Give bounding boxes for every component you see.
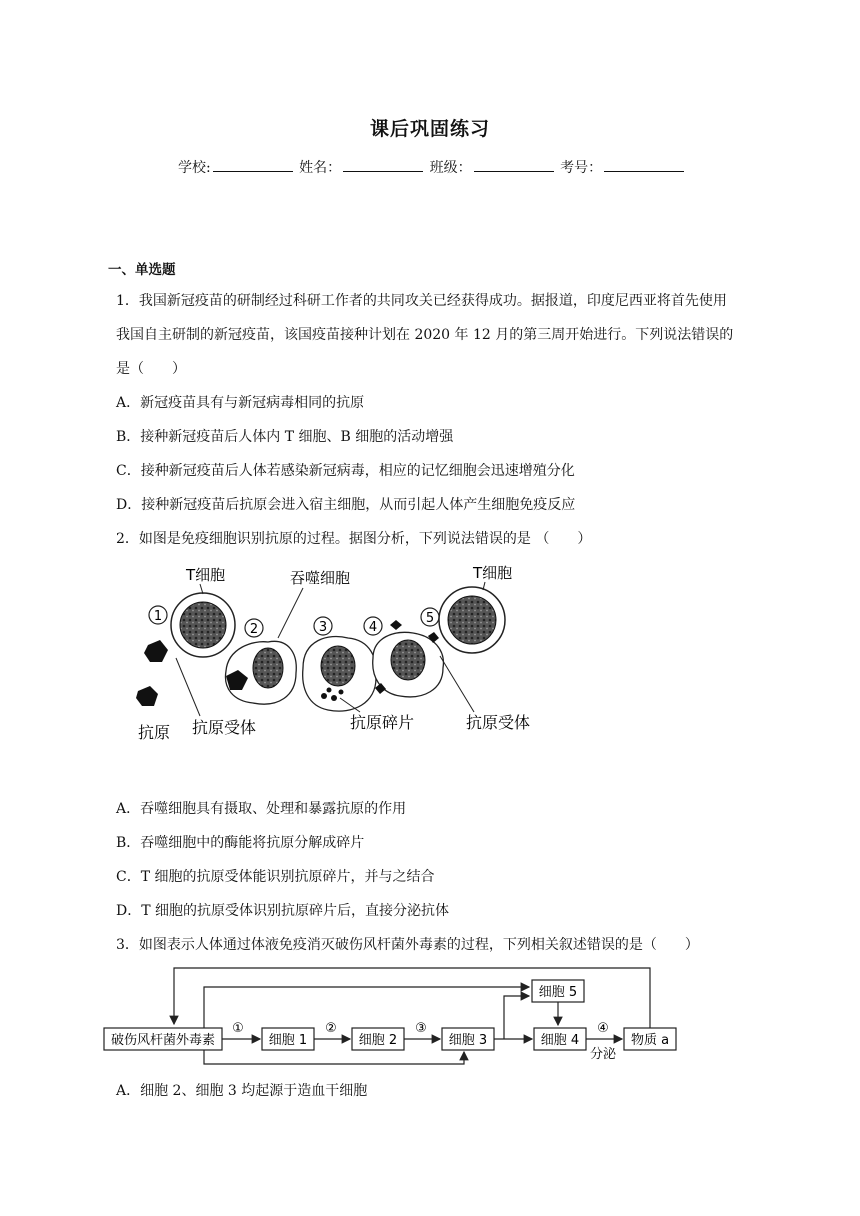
antigen-shape-2: [136, 686, 158, 706]
id-blank: [604, 157, 684, 172]
toxin-label: 破伤风杆菌外毒素: [110, 1033, 216, 1048]
page-title: 课后巩固练习: [369, 118, 490, 140]
receptor-left-label: 抗原受体: [192, 718, 257, 737]
name-blank: [343, 157, 423, 172]
humoral-immunity-flowchart: [100, 962, 690, 1072]
svg-text:4: 4: [368, 620, 378, 635]
q3-option-a: A．细胞 2、细胞 3 均起源于造血干细胞: [116, 1083, 368, 1099]
step-4-marker: [364, 617, 382, 635]
antigen-shape-1: [144, 640, 168, 662]
class-label: 班级：: [429, 160, 472, 176]
step-2-marker: [245, 619, 263, 637]
class-blank: [474, 157, 554, 172]
school-label: 学校:: [178, 160, 211, 176]
t-cell-right-label: T细胞: [473, 564, 513, 582]
svg-text:3: 3: [318, 620, 328, 635]
cell-5-label: 细胞 5: [538, 985, 578, 1000]
q2-option-c: C．T 细胞的抗原受体能识别抗原碎片，并与之结合: [116, 869, 435, 885]
q1-option-c: C．接种新冠疫苗后人体若感染新冠病毒，相应的记忆细胞会迅速增殖分化: [116, 463, 575, 479]
step-2-label: ②: [325, 1021, 337, 1036]
receptor-right-label: 抗原受体: [466, 713, 531, 732]
name-label: 姓名：: [299, 160, 342, 176]
cell-2-label: 细胞 2: [358, 1033, 398, 1048]
antigen-recognition-figure: [128, 558, 548, 748]
cell-3-label: 细胞 3: [448, 1033, 488, 1048]
q2-option-d: D．T 细胞的抗原受体识别抗原碎片后，直接分泌抗体: [116, 903, 450, 919]
q2-stem: 2．如图是免疫细胞识别抗原的过程。据图分析，下列说法错误的是 （ ）: [116, 531, 592, 547]
t-cell-left: [171, 593, 235, 657]
step-1-label: ①: [232, 1021, 244, 1036]
cell-4-label: 细胞 4: [540, 1033, 580, 1048]
svg-text:2: 2: [249, 622, 259, 637]
antigen-label: 抗原: [138, 723, 171, 742]
school-blank: [213, 157, 293, 172]
q1-stem-line-2: 我国自主研制的新冠疫苗，该国疫苗接种计划在 2020 年 12 月的第三周开始进行。下列说法错误的: [116, 327, 734, 343]
step-5-marker: [421, 608, 439, 626]
phagocyte-label: 吞噬细胞: [290, 569, 351, 587]
t-cell-right: [439, 587, 505, 653]
phagocyte-step-3: [303, 637, 377, 712]
q2-option-b: B．吞噬细胞中的酶能将抗原分解成碎片: [116, 835, 365, 851]
step-1-marker: [149, 606, 167, 624]
step-3-label: ③: [415, 1021, 427, 1036]
student-info-line: [178, 157, 686, 177]
q2-option-a: A．吞噬细胞具有摄取、处理和暴露抗原的作用: [116, 801, 407, 817]
id-label: 考号：: [560, 160, 603, 176]
cell-1-label: 细胞 1: [268, 1033, 308, 1048]
phagocyte-step-2: [225, 641, 296, 704]
step-4-label: ④: [597, 1021, 609, 1036]
step-3-marker: [314, 617, 332, 635]
q1-option-d: D．接种新冠疫苗后抗原会进入宿主细胞，从而引起人体产生细胞免疫反应: [116, 497, 576, 513]
q1-option-a: A．新冠疫苗具有与新冠病毒相同的抗原: [116, 395, 365, 411]
q1-stem-line-1: 1．我国新冠疫苗的研制经过科研工作者的共同攻关已经获得成功。据报道，印度尼西亚将首先使用: [116, 293, 727, 309]
phagocyte-step-4: [373, 620, 444, 697]
t-cell-left-label: T细胞: [186, 566, 226, 584]
svg-text:5: 5: [425, 611, 435, 626]
substance-a-label: 物质 a: [630, 1033, 670, 1048]
q3-stem: 3．如图表示人体通过体液免疫消灭破伤风杆菌外毒素的过程，下列相关叙述错误的是（ ）: [116, 937, 699, 953]
section-title: 一、单选题: [108, 262, 176, 278]
secrete-label: 分泌: [589, 1047, 617, 1062]
q1-stem-line-3: 是（ ）: [116, 361, 186, 377]
q1-option-b: B．接种新冠疫苗后人体内 T 细胞、B 细胞的活动增强: [116, 429, 454, 445]
svg-text:1: 1: [153, 609, 163, 624]
fragment-label: 抗原碎片: [350, 713, 415, 732]
